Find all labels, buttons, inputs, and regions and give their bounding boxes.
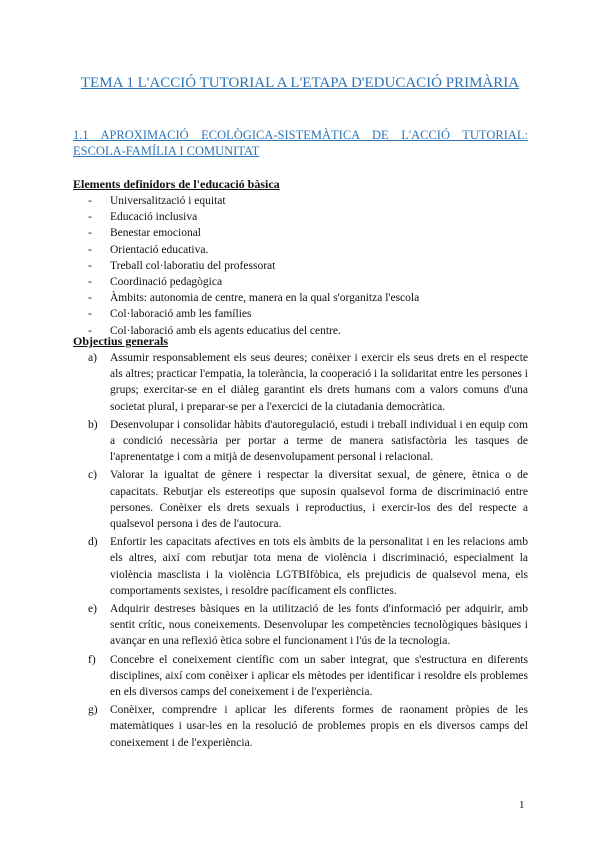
objective-marker: a) (88, 352, 97, 364)
objective-marker: f) (88, 653, 96, 666)
list-item (88, 306, 528, 322)
objective-item (88, 350, 528, 415)
list-item-text: Orientació educativa. (110, 243, 209, 256)
dash-bullet: - (88, 211, 92, 224)
objective-marker: b) (88, 418, 98, 431)
list-item (88, 209, 528, 225)
dash-bullet: - (88, 243, 92, 256)
list-item-text: Benestar emocional (110, 227, 202, 240)
list-item (88, 290, 528, 306)
objective-item (88, 601, 528, 650)
objective-marker: e) (88, 603, 97, 616)
objective-item (88, 534, 528, 599)
objective-marker: c) (88, 469, 97, 482)
dash-bullet: - (88, 227, 92, 240)
objective-text: Adquirir destreses bàsiques en la utilització de les fonts d'informació per adquirir, amb sentit crític, nous coneixements. Desenvolupar les competències tecnològiques bàsiques i avançar en una reflexió ètica sobre el funcionament i l'ús de la tecnologia. (110, 603, 528, 648)
objectives-list (88, 350, 528, 753)
elements-list (88, 193, 528, 339)
list-item-text: Col·laboració amb els agents educatius del centre. (110, 324, 341, 337)
objective-item (88, 417, 528, 466)
list-item-text: Coordinació pedagògica (110, 276, 223, 289)
objective-item (88, 652, 528, 701)
section-subtitle: 1.1 APROXIMACIÓ ECOLÒGICA-SISTEMÀTICA DE L'ACCIÓ TUTORIAL: ESCOLA-FAMÍLIA I COMUNITAT (73, 128, 528, 158)
objective-text: Assumir responsablement els seus deures; conèixer i exercir els seus drets en el respecte als altres; practicar l'empatia, la tolerància, la cooperació i la solidaritat entre les persones i grups; exercitar-se en el diàleg garantint els drets humans com a valors comuns d'una societat plural, i preparar-se per a l'exercici de la ciutadania democràtica. (110, 352, 528, 413)
page-number: 1 (519, 799, 525, 811)
objective-text: Concebre el coneixement científic com un saber integrat, que s'estructura en diferents disciplines, així com conèixer i aplicar els mètodes per identificar i resoldre els problemes en els diversos camps del coneixement i de l'experiència. (110, 653, 528, 699)
document-title: TEMA 1 L'ACCIÓ TUTORIAL A L'ETAPA D'EDUCACIÓ PRIMÀRIA (80, 75, 520, 91)
list-item-text: Educació inclusiva (110, 211, 198, 224)
dash-bullet: - (88, 292, 92, 305)
list-item (88, 242, 528, 258)
dash-bullet: - (88, 308, 92, 321)
dash-bullet: - (88, 195, 92, 207)
list-item (88, 193, 528, 209)
objective-item (88, 467, 528, 532)
objective-text: Conèixer, comprendre i aplicar les diferents formes de raonament pròpies de les matemàtiques i usar-les en la resolució de problemes propis en els diversos camps del coneixement i de l'experiència. (110, 704, 528, 749)
objective-item (88, 702, 528, 751)
list-item (88, 258, 528, 274)
list-item-text: Universalització i equitat (110, 195, 226, 207)
section-heading-objectives: Objectius generals (73, 334, 168, 348)
dash-bullet: - (88, 259, 92, 272)
list-item-text: Col·laboració amb les famílies (110, 308, 252, 321)
objective-text: Valorar la igualtat de gènere i respectar la diversitat sexual, de gènere, ètnica o de capacitats. Rebutjar els estereotips que suposin qualsevol forma de discriminació entre persones. Conèixer els drets sexuals i reproductius, i exercir-los des del respecte a qualsevol persona i des de l'autocura. (110, 469, 528, 531)
dash-bullet: - (88, 276, 92, 289)
list-item (88, 225, 528, 241)
objective-text: Enfortir les capacitats afectives en tots els àmbits de la personalitat i en les relacions amb els altres, així com rebutjar tota mena de violència i discriminació, especialment la violència masclista i la violència LGTBIfòbica, els prejudicis de qualsevol mena, els comportaments sexistes, i resoldre pacíficament els conflictes. (110, 536, 528, 597)
list-item-text: Àmbits: autonomia de centre, manera en la qual s'organitza l'escola (110, 292, 420, 305)
objective-marker: g) (88, 704, 98, 717)
objective-text: Desenvolupar i consolidar hàbits d'autoregulació, estudi i treball individual i en equip com a condició necessària per portar a terme de manera satisfactòria les tasques de l'aprenentatge i com a mitjà de desenvolupament personal i relacional. (110, 418, 528, 464)
section-heading-elements: Elements definidors de l'educació bàsica (73, 177, 280, 191)
dash-bullet: - (88, 324, 92, 337)
objective-marker: d) (88, 536, 98, 549)
list-item-text: Treball col·laboratiu del professorat (110, 259, 276, 272)
list-item (88, 274, 528, 290)
